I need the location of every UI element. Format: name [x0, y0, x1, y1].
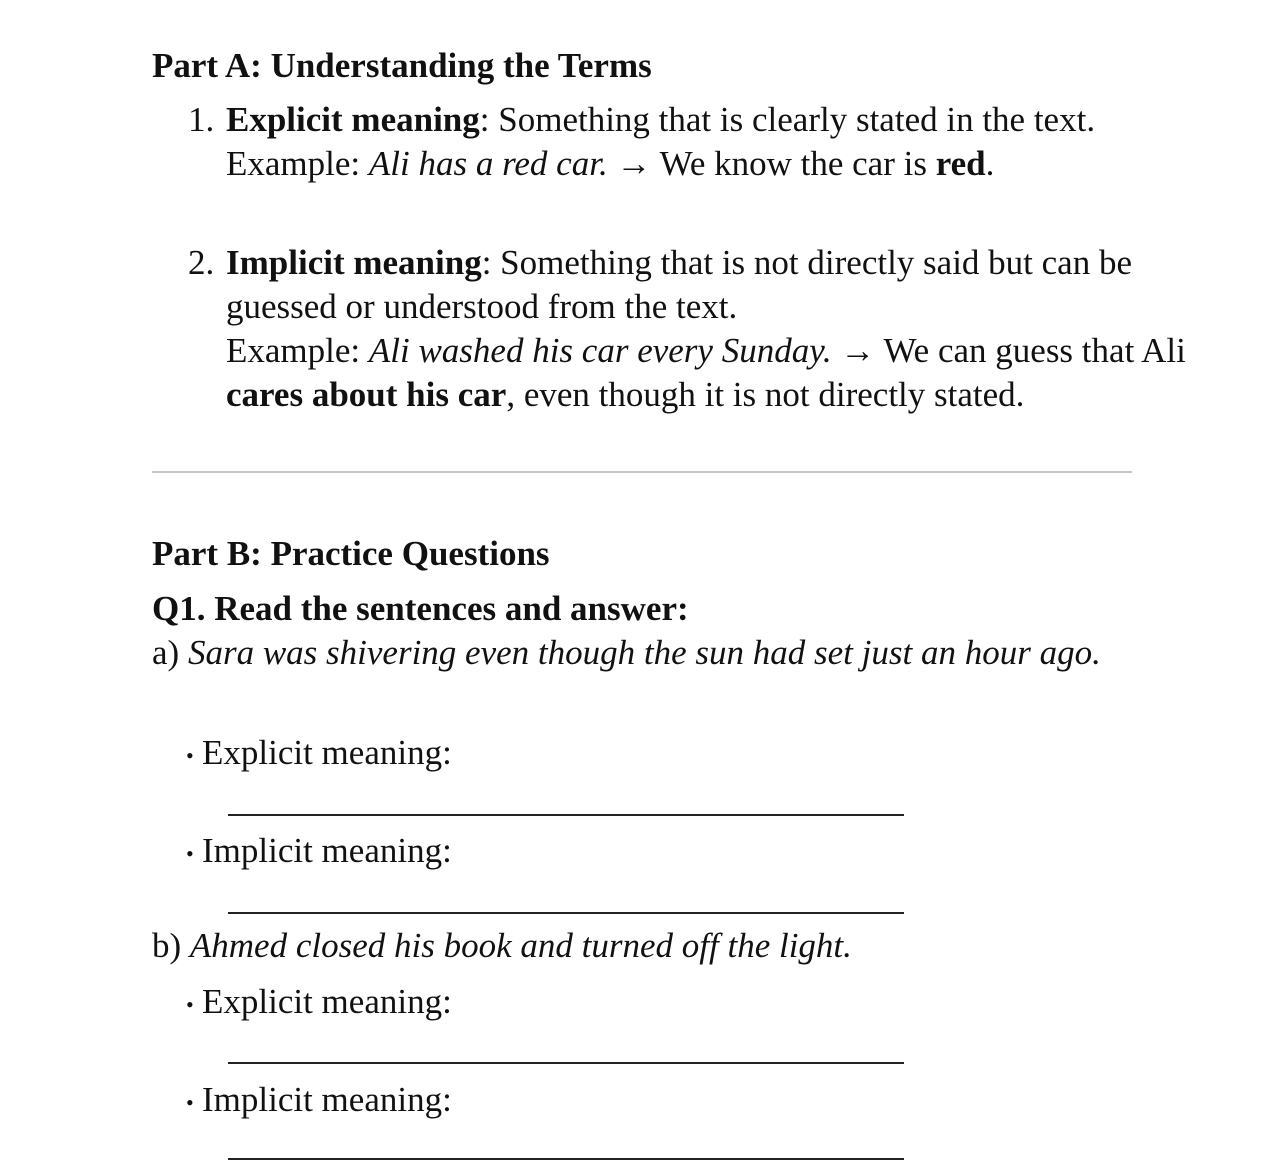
sentence-label: a)	[152, 633, 188, 672]
sentence-text: Sara was shivering even though the sun had set just an hour ago.	[187, 633, 1101, 672]
prompt-label: Explicit meaning:	[202, 733, 452, 772]
example-highlight: cares about his car	[226, 375, 507, 414]
term-name: Implicit meaning	[226, 243, 482, 282]
example-explanation: → We can guess that Ali	[831, 331, 1186, 370]
explicit-prompt-b	[186, 980, 452, 1027]
bullet-icon: •	[186, 840, 194, 866]
question-1-heading: Q1. Read the sentences and answer:	[152, 589, 689, 628]
example-sentence: Ali washed his car every Sunday.	[368, 331, 832, 370]
bullet-icon: •	[186, 991, 194, 1017]
explicit-prompt-a	[186, 731, 452, 778]
sentence-label: b)	[152, 926, 190, 965]
answer-line-explicit-b[interactable]	[228, 1062, 904, 1064]
term-definition: : Something that is not directly said but can be guessed or understood from the text.	[226, 243, 1133, 326]
term-number: 1.	[188, 100, 215, 139]
term-explicit	[152, 98, 1166, 186]
question-sentence-b	[152, 924, 1112, 968]
section-divider	[152, 471, 1132, 473]
implicit-prompt-b	[186, 1078, 452, 1125]
implicit-prompt-a	[186, 829, 452, 876]
part-a-heading: Part A: Understanding the Terms	[152, 46, 652, 85]
answer-line-explicit-a[interactable]	[228, 814, 904, 816]
example-highlight: red	[935, 144, 986, 183]
example-end: , even though it is not directly stated.	[506, 375, 1025, 414]
term-name: Explicit meaning	[226, 100, 480, 139]
bullet-icon: •	[186, 742, 194, 768]
example-sentence: Ali has a red car.	[368, 144, 608, 183]
example-label: Example:	[226, 144, 369, 183]
prompt-label: Implicit meaning:	[202, 1080, 452, 1119]
prompt-label: Implicit meaning:	[202, 831, 452, 870]
prompt-label: Explicit meaning:	[202, 982, 452, 1021]
example-end: .	[985, 144, 995, 183]
question-sentence-a	[152, 631, 1112, 675]
example-label: Example:	[226, 331, 369, 370]
term-implicit	[152, 241, 1186, 417]
answer-line-implicit-b[interactable]	[228, 1158, 904, 1160]
part-b-heading: Part B: Practice Questions	[152, 534, 550, 573]
sentence-text: Ahmed closed his book and turned off the light.	[189, 926, 852, 965]
term-definition: : Something that is clearly stated in the text.	[479, 100, 1096, 139]
example-explanation: → We know the car is	[607, 144, 936, 183]
term-number: 2.	[188, 243, 215, 282]
answer-line-implicit-a[interactable]	[228, 912, 904, 914]
bullet-icon: •	[186, 1089, 194, 1115]
